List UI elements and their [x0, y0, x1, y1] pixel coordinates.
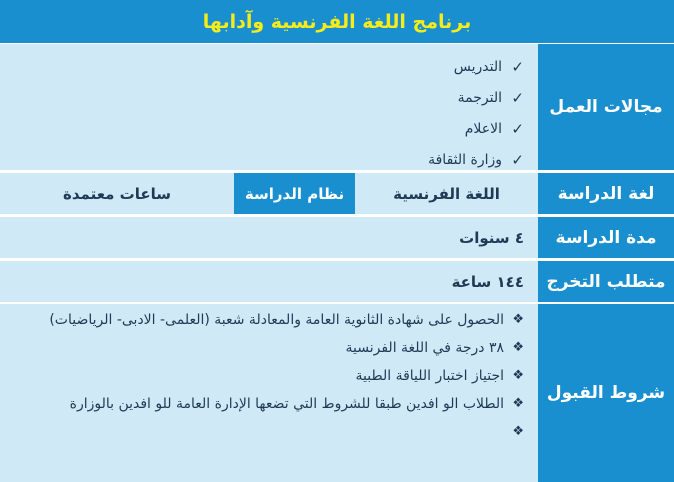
diamond-bullet-icon: ❖ — [512, 312, 524, 327]
list-item — [0, 83, 524, 114]
diamond-bullet-icon: ❖ — [512, 340, 524, 355]
admission-list — [0, 304, 538, 482]
admission-text: ٣٨ درجة في اللغة الفرنسية — [345, 340, 504, 356]
admission-text: الطلاب الو افدين طبقا للشروط التي تضعها الإدارة العامة للو افدين بالوزارة — [69, 396, 504, 412]
duration-row — [0, 217, 674, 258]
study-language-cells — [0, 173, 538, 214]
diamond-bullet-icon: ❖ — [512, 396, 524, 411]
study-language-label: لغة الدراسة — [538, 173, 674, 214]
work-fields-label: مجالات العمل — [538, 44, 674, 170]
study-system-value: ساعات معتمدة — [0, 173, 234, 214]
list-item — [0, 306, 524, 334]
work-field-text: الاعلام — [464, 121, 502, 137]
graduation-label: متطلب التخرج — [538, 261, 674, 302]
admission-row — [0, 304, 674, 482]
diamond-bullet-icon: ❖ — [512, 424, 524, 439]
check-icon: ✓ — [511, 89, 524, 107]
diamond-bullet-icon: ❖ — [512, 368, 524, 383]
graduation-row — [0, 261, 674, 302]
work-fields-list — [0, 44, 538, 170]
work-field-text: التدريس — [453, 59, 502, 75]
duration-value: ٤ سنوات — [0, 217, 538, 258]
duration-label: مدة الدراسة — [538, 217, 674, 258]
check-icon: ✓ — [511, 58, 524, 76]
list-item — [0, 334, 524, 362]
graduation-value: ١٤٤ ساعة — [0, 261, 538, 302]
admission-text — [0, 418, 504, 446]
list-item — [0, 52, 524, 83]
page-title: برنامج اللغة الفرنسية وآدابها — [0, 0, 674, 43]
check-icon: ✓ — [511, 151, 524, 169]
work-fields-row — [0, 44, 674, 170]
admission-text: اجتياز اختبار اللياقة الطبية — [355, 368, 504, 384]
study-language-value: اللغة الفرنسية — [355, 173, 538, 214]
list-item — [0, 390, 524, 418]
list-item — [0, 114, 524, 145]
list-item — [0, 145, 524, 176]
admission-text: الحصول على شهادة الثانوية العامة والمعادلة شعبة (العلمى- الادبى- الرياضيات) — [49, 312, 504, 328]
study-language-row — [0, 173, 674, 214]
check-icon: ✓ — [511, 120, 524, 138]
list-item — [0, 418, 524, 446]
work-field-text: وزارة الثقافة — [428, 152, 502, 168]
study-system-label: نظام الدراسة — [234, 173, 355, 214]
admission-label: شروط القبول — [538, 304, 674, 482]
list-item — [0, 362, 524, 390]
work-field-text: الترجمة — [457, 90, 502, 106]
